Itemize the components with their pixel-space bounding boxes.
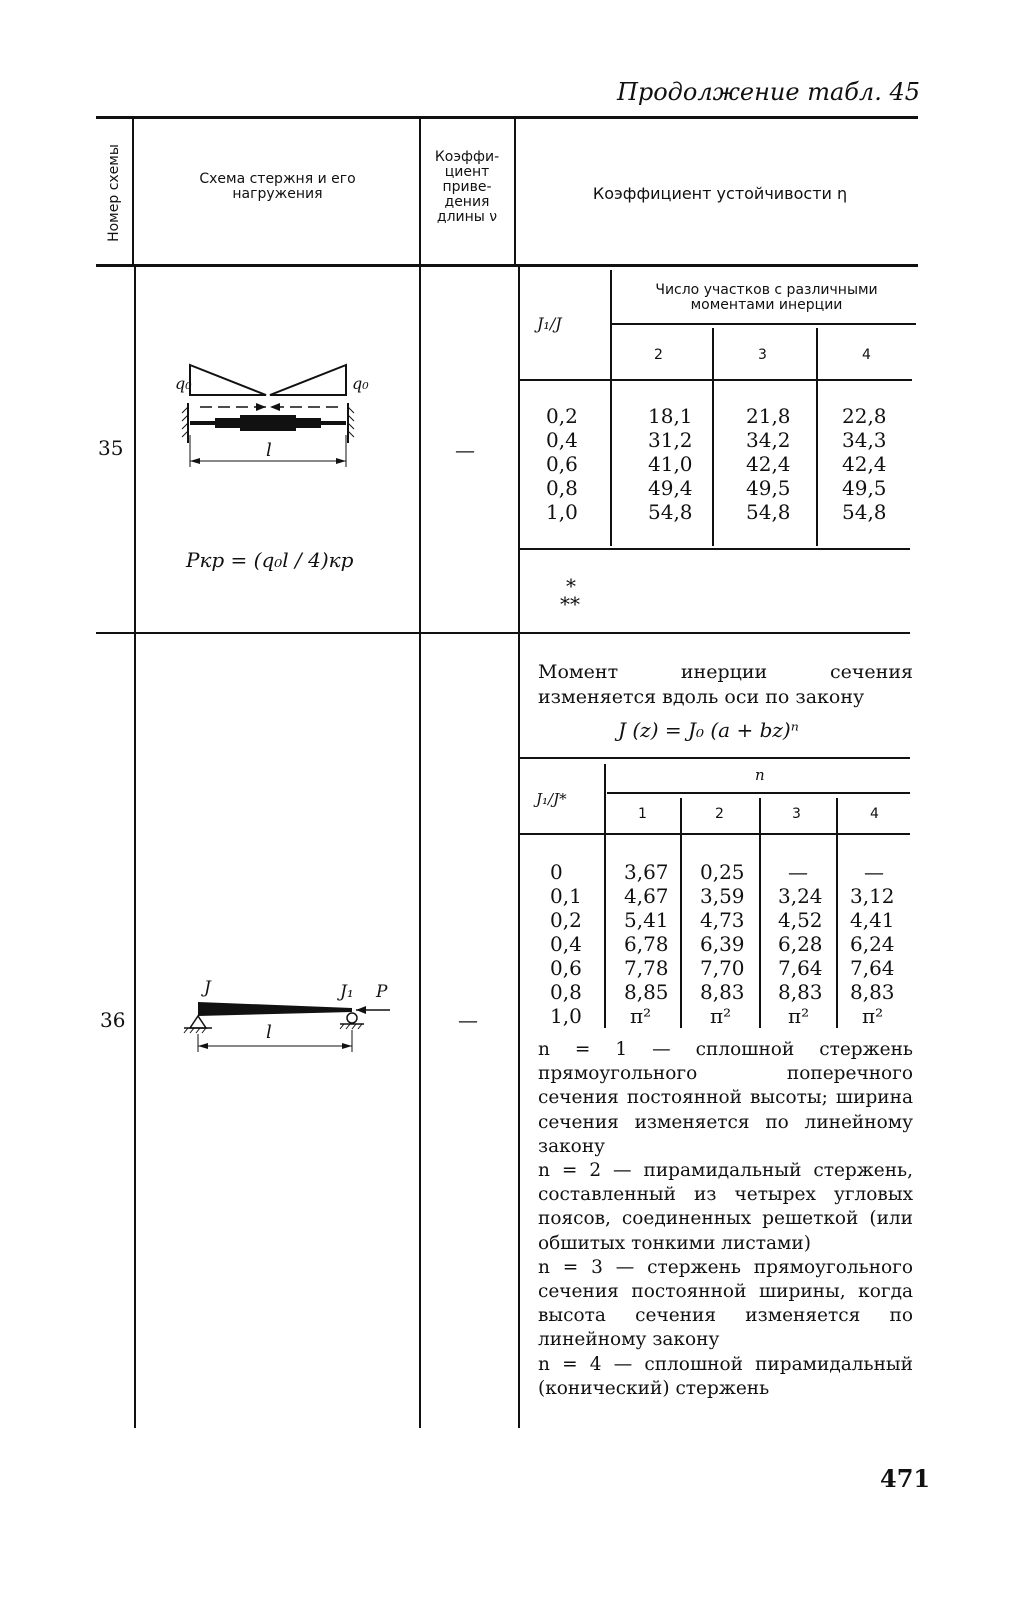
header-scheme-number: Номер схемы [106, 143, 122, 242]
table-cell: 0,6 [550, 956, 582, 980]
row36-label-j1: J₁ [340, 982, 354, 1002]
table-cell: 18,1 [648, 404, 693, 428]
note-n2: n = 2 — пирамидальный стержень, составленный из четырех угловых поясов, соединенных решеткой (или обшитых тонкими листами) [538, 1160, 913, 1254]
note-n3: n = 3 — стержень прямоугольного сечения постоянной ширины, когда высота сечения изменяется по линейному закону [538, 1256, 913, 1351]
row36-table-col-4: 4 [870, 806, 879, 822]
row36-table-col-3: 3 [792, 806, 801, 822]
table-cell: π² [788, 1004, 810, 1028]
table-cell: 4,52 [778, 908, 823, 932]
table-cell: 3,67 [624, 860, 669, 884]
table-cell: 41,0 [648, 452, 693, 476]
row35-footnote-mark-2: ** [560, 592, 580, 616]
table-cell: 0,2 [546, 404, 578, 428]
row36-number: 36 [100, 1008, 126, 1032]
table-cell: 42,4 [842, 452, 887, 476]
table-cell: 0,2 [550, 908, 582, 932]
row35-number: 35 [98, 436, 124, 460]
row36-law-formula: J (z) = J₀ (a + bz)ⁿ [618, 718, 799, 742]
col-rule-2 [419, 118, 421, 1428]
table-cell: 3,24 [778, 884, 823, 908]
table-cell: — [788, 860, 808, 884]
row36-table-col-rule-d [836, 798, 838, 1028]
table-cell: 5,41 [624, 908, 669, 932]
row36-span-label: l [266, 1022, 272, 1043]
table-cell: 4,73 [700, 908, 745, 932]
table-cell: 7,64 [778, 956, 823, 980]
row35-table-row-header: J₁/J [537, 314, 562, 333]
table-cell: — [864, 860, 884, 884]
table-cell: 49,5 [746, 476, 791, 500]
row36-scheme-diagram [176, 990, 396, 1060]
col-rule-1b [134, 266, 136, 1428]
table-cell: 6,28 [778, 932, 823, 956]
row36-table-col-2: 2 [715, 806, 724, 822]
row35-table-rule-2 [520, 379, 912, 381]
table-cell: 1,0 [546, 500, 578, 524]
table-cell: 6,39 [700, 932, 745, 956]
table-cell: 0,8 [550, 980, 582, 1004]
table-cell: 0,4 [546, 428, 578, 452]
table-cell: 7,70 [700, 956, 745, 980]
note-n4: n = 4 — сплошной пирамидальный (конический) стержень [538, 1353, 913, 1399]
table-cell: 1,0 [550, 1004, 582, 1028]
row-divider [96, 632, 910, 634]
row36-table-row-header: J₁/J* [536, 790, 567, 808]
row36-label-p: P [376, 982, 388, 1002]
row36-intro: Момент инерции сечения изменяется вдоль оси по закону [538, 661, 913, 708]
note-n1: n = 1 — сплошной стержень прямоугольного поперечного сечения постоянной высоты; ширина сечения изменяется по линейному закону [538, 1039, 913, 1157]
row35-table-rule-1 [612, 323, 916, 325]
row35-load-label-left: q₀ [175, 374, 192, 393]
table-cell: 49,4 [648, 476, 693, 500]
row36-table-header-rule [520, 833, 910, 835]
row35-table-col-rule-c [816, 328, 818, 546]
table-cell: 21,8 [746, 404, 791, 428]
header-length-coefficient: Коэффи-циент приве-дения длины ν [434, 149, 500, 225]
table-cell: 54,8 [842, 500, 887, 524]
table-cell: 0,6 [546, 452, 578, 476]
table-cell: 0 [550, 860, 563, 884]
row36-table-group-header: n [755, 766, 765, 784]
row36-table-col-rule-c [759, 798, 761, 1028]
row36-label-j: J [204, 978, 211, 998]
table-cell: 4,41 [850, 908, 895, 932]
row36-table-col-rule-a [604, 764, 606, 1028]
row35-table-rule-3 [520, 548, 910, 550]
table-cell: 8,83 [850, 980, 895, 1004]
table-cell: 54,8 [648, 500, 693, 524]
row35-nu: — [455, 438, 475, 462]
table-cell: 49,5 [842, 476, 887, 500]
row35-table-col-3: 3 [758, 347, 767, 363]
table-cell: 6,24 [850, 932, 895, 956]
header-scheme: Схема стержня и его нагружения [199, 171, 356, 202]
page-number: 471 [880, 1464, 931, 1493]
table-cell: π² [630, 1004, 652, 1028]
table-cell: 3,59 [700, 884, 745, 908]
table-cell: 54,8 [746, 500, 791, 524]
table-cell: 34,2 [746, 428, 791, 452]
row35-table-col-rule-b [712, 328, 714, 546]
row35-table-col-rule-a [610, 270, 612, 546]
table-cell: 7,64 [850, 956, 895, 980]
table-cell: 0,1 [550, 884, 582, 908]
row35-critical-load-formula: Pкр = (q₀l / 4)кр [186, 548, 354, 572]
table-cell: 42,4 [746, 452, 791, 476]
table-cell: 6,78 [624, 932, 669, 956]
row36-table-top-rule [520, 757, 910, 759]
row35-table-col-2: 2 [654, 347, 663, 363]
table-cell: 0,25 [700, 860, 745, 884]
table-cell: 34,3 [842, 428, 887, 452]
table-cell: 8,85 [624, 980, 669, 1004]
table-cell: 0,4 [550, 932, 582, 956]
table-cell: 4,67 [624, 884, 669, 908]
row35-span-label: l [266, 440, 272, 461]
col-rule-3 [514, 118, 516, 266]
continuation-title: Продолжение табл. 45 [616, 78, 920, 106]
row36-notes [538, 1038, 913, 1401]
header-bottom-rule [96, 264, 918, 267]
row36-table-col-1: 1 [638, 806, 647, 822]
row35-table-col-4: 4 [862, 347, 871, 363]
row35-load-label-right: q₀ [352, 374, 369, 393]
row35-table-group-header: Число участков с различными моментами инерции [655, 282, 878, 313]
table-cell: 8,83 [778, 980, 823, 1004]
table-cell: 31,2 [648, 428, 693, 452]
table-cell: π² [862, 1004, 884, 1028]
col-rule-3b [518, 266, 520, 1428]
table-cell: 22,8 [842, 404, 887, 428]
table-cell: 7,78 [624, 956, 669, 980]
table-cell: 0,8 [546, 476, 578, 500]
table-cell: π² [710, 1004, 732, 1028]
header-stability-coefficient: Коэффициент устойчивости η [592, 184, 848, 203]
row36-nu: — [458, 1008, 478, 1032]
table-cell: 8,83 [700, 980, 745, 1004]
row35-footnote-mark-1: * [566, 574, 576, 598]
top-rule [96, 116, 918, 119]
table-cell: 3,12 [850, 884, 895, 908]
row36-table-col-rule-b [680, 798, 682, 1028]
row36-table-group-rule [607, 792, 910, 794]
